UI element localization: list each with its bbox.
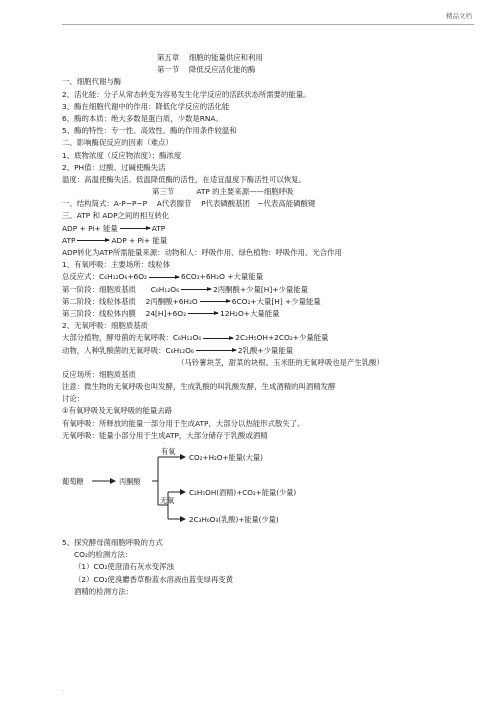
text-line: 注意：微生物的无氧呼吸也叫发酵，生成乳酸的叫乳酸发酵，生成酒精的叫酒精发酵 (62, 382, 336, 392)
text-line: （2）CO₂使溴麝香草酚蓝水溶液由蓝变绿再变黄 (74, 574, 234, 584)
aerobic-label: 有氧 (161, 447, 176, 456)
section-title: 第一节 降低反应活化能的酶 (157, 65, 256, 75)
arrow-icon (200, 301, 230, 302)
text-line: 2、PH值：过酸、过碱使酶失活 (62, 162, 166, 172)
text-line: 无氧呼吸：能量小部分用于生成ATP，大部分储存于乳酸或酒精 (62, 430, 268, 440)
text-line: ADP转化为ATP所需能量来源：动物和人：呼吸作用、绿色植物：呼吸作用、光合作用 (62, 248, 342, 257)
header-label: 精品文档 (446, 12, 472, 20)
text-line: 一、细胞代谢与酶 (62, 77, 122, 87)
text-line: （马铃薯块茎，甜菜的块根、玉米胚的无氧呼吸也是产生乳酸） (177, 357, 384, 367)
text-line: 2、无氧呼吸：细胞质基质 (62, 321, 149, 331)
footer-mark: . (62, 686, 64, 693)
text-line: （1）CO₂使澄清石灰水变浑浊 (74, 562, 174, 572)
section-title: 第三节 ATP 的主要来源——细胞呼吸 (152, 187, 294, 197)
text-line: 三、ATP 和 ADP之间的相互转化 (62, 211, 170, 221)
text-line: 6、酶的本质：绝大多数是蛋白质，少数是RNA。 (62, 113, 223, 123)
arrow-icon (181, 289, 211, 290)
lactic-product: 2C₃H₆O₃(乳酸)+能量(少量) (189, 515, 279, 524)
text-line: 酒精的检测方法： (74, 586, 134, 596)
respiration-diagram (62, 446, 472, 531)
equation-line: 大部分植物，酵母菌的无氧呼吸：C₆H₁₂O₆ 2C₂H₅OH+2CO₂+少量能量 (62, 333, 329, 343)
equation-line: 总反应式：C₆H₁₂O₆+6O₂ 6CO₂+6H₂O +大量能量 (62, 272, 263, 282)
arrow-icon (77, 240, 109, 241)
text-line: CO₂的检测方法： (74, 550, 133, 560)
header-rule (62, 24, 474, 25)
anaerobic-label: 无氧 (160, 496, 175, 505)
text-line: 温度：高温使酶失活。低温降低酶的活性，在适宜温度下酶活性可以恢复。 (62, 174, 306, 184)
chapter-title: 第五章 细胞的能量供应和利用 (157, 53, 263, 62)
text-line: 二、影响酶促反应的因素（难点） (62, 138, 173, 148)
text-line: 5、酶的特性：专一性、高效性、酶的作用条件较温和 (62, 126, 237, 136)
document-body (62, 52, 472, 598)
text-line: 3、酶在细胞代谢中的作用：降低化学反应的活化能 (62, 101, 230, 111)
pyruvate-label: 丙酮酸 (119, 477, 141, 486)
aerobic-product: CO₂+H₂O+能量(大量) (189, 453, 263, 462)
arrow-icon (196, 350, 236, 351)
equation-line: 第一阶段：细胞质基质 C₆H₁₂O₆ 2丙酮酸+少量[H]+少量能量 (62, 284, 309, 294)
text-line: 5、探究酵母菌细胞呼吸的方式 (62, 538, 163, 547)
text-line: 讨论： (62, 394, 85, 404)
equation-line: 第二阶段：线粒体基质 2丙酮酸+6H₂O 6CO₂+大量[H] +少量能量 (62, 296, 321, 306)
equation-line: ATP ADP + Pi+ 能量 (62, 235, 168, 245)
page-header (0, 0, 496, 42)
text-line: ①有氧呼吸及无氧呼吸的能量去路 (62, 406, 173, 416)
equation-line: ADP + Pi+ 能量 ATP (62, 223, 166, 233)
text-line: 1、底物浓度（反应物浓度）；酶浓度 (62, 150, 182, 160)
arrow-icon (188, 313, 218, 314)
equation-line: 第三阶段：线粒体内膜 24[H]+6O₂ 12H₂O+大量能量 (62, 308, 280, 318)
glucose-label: 葡萄糖 (62, 477, 84, 486)
text-line: 2、活化能：分子从常态转变为容易发生化学反应的活跃状态所需要的能量。 (62, 89, 311, 99)
text-line: 1、有氧呼吸：主要场所：线粒体 (62, 260, 171, 270)
arrow-icon (203, 338, 233, 339)
ethanol-product: C₂H₅OH(酒精)+CO₂+能量(少量) (189, 488, 297, 497)
text-line: 反应场所：细胞质基质 (62, 369, 136, 379)
text-line: 一、结构简式：A-P~P~P A代表腺苷 P代表磷酸基团 ~代表高能磷酸键 (62, 199, 316, 209)
equation-line: 动物，人种乳酸菌的无氧呼吸：C₆H₁₂O₆ 2乳酸+少量能量 (62, 345, 294, 355)
arrow-icon (120, 228, 150, 229)
text-line: 有氧呼吸：所释放的能量一部分用于生成ATP，大部分以热能形式散失了。 (62, 418, 305, 428)
arrow-icon (149, 277, 179, 278)
